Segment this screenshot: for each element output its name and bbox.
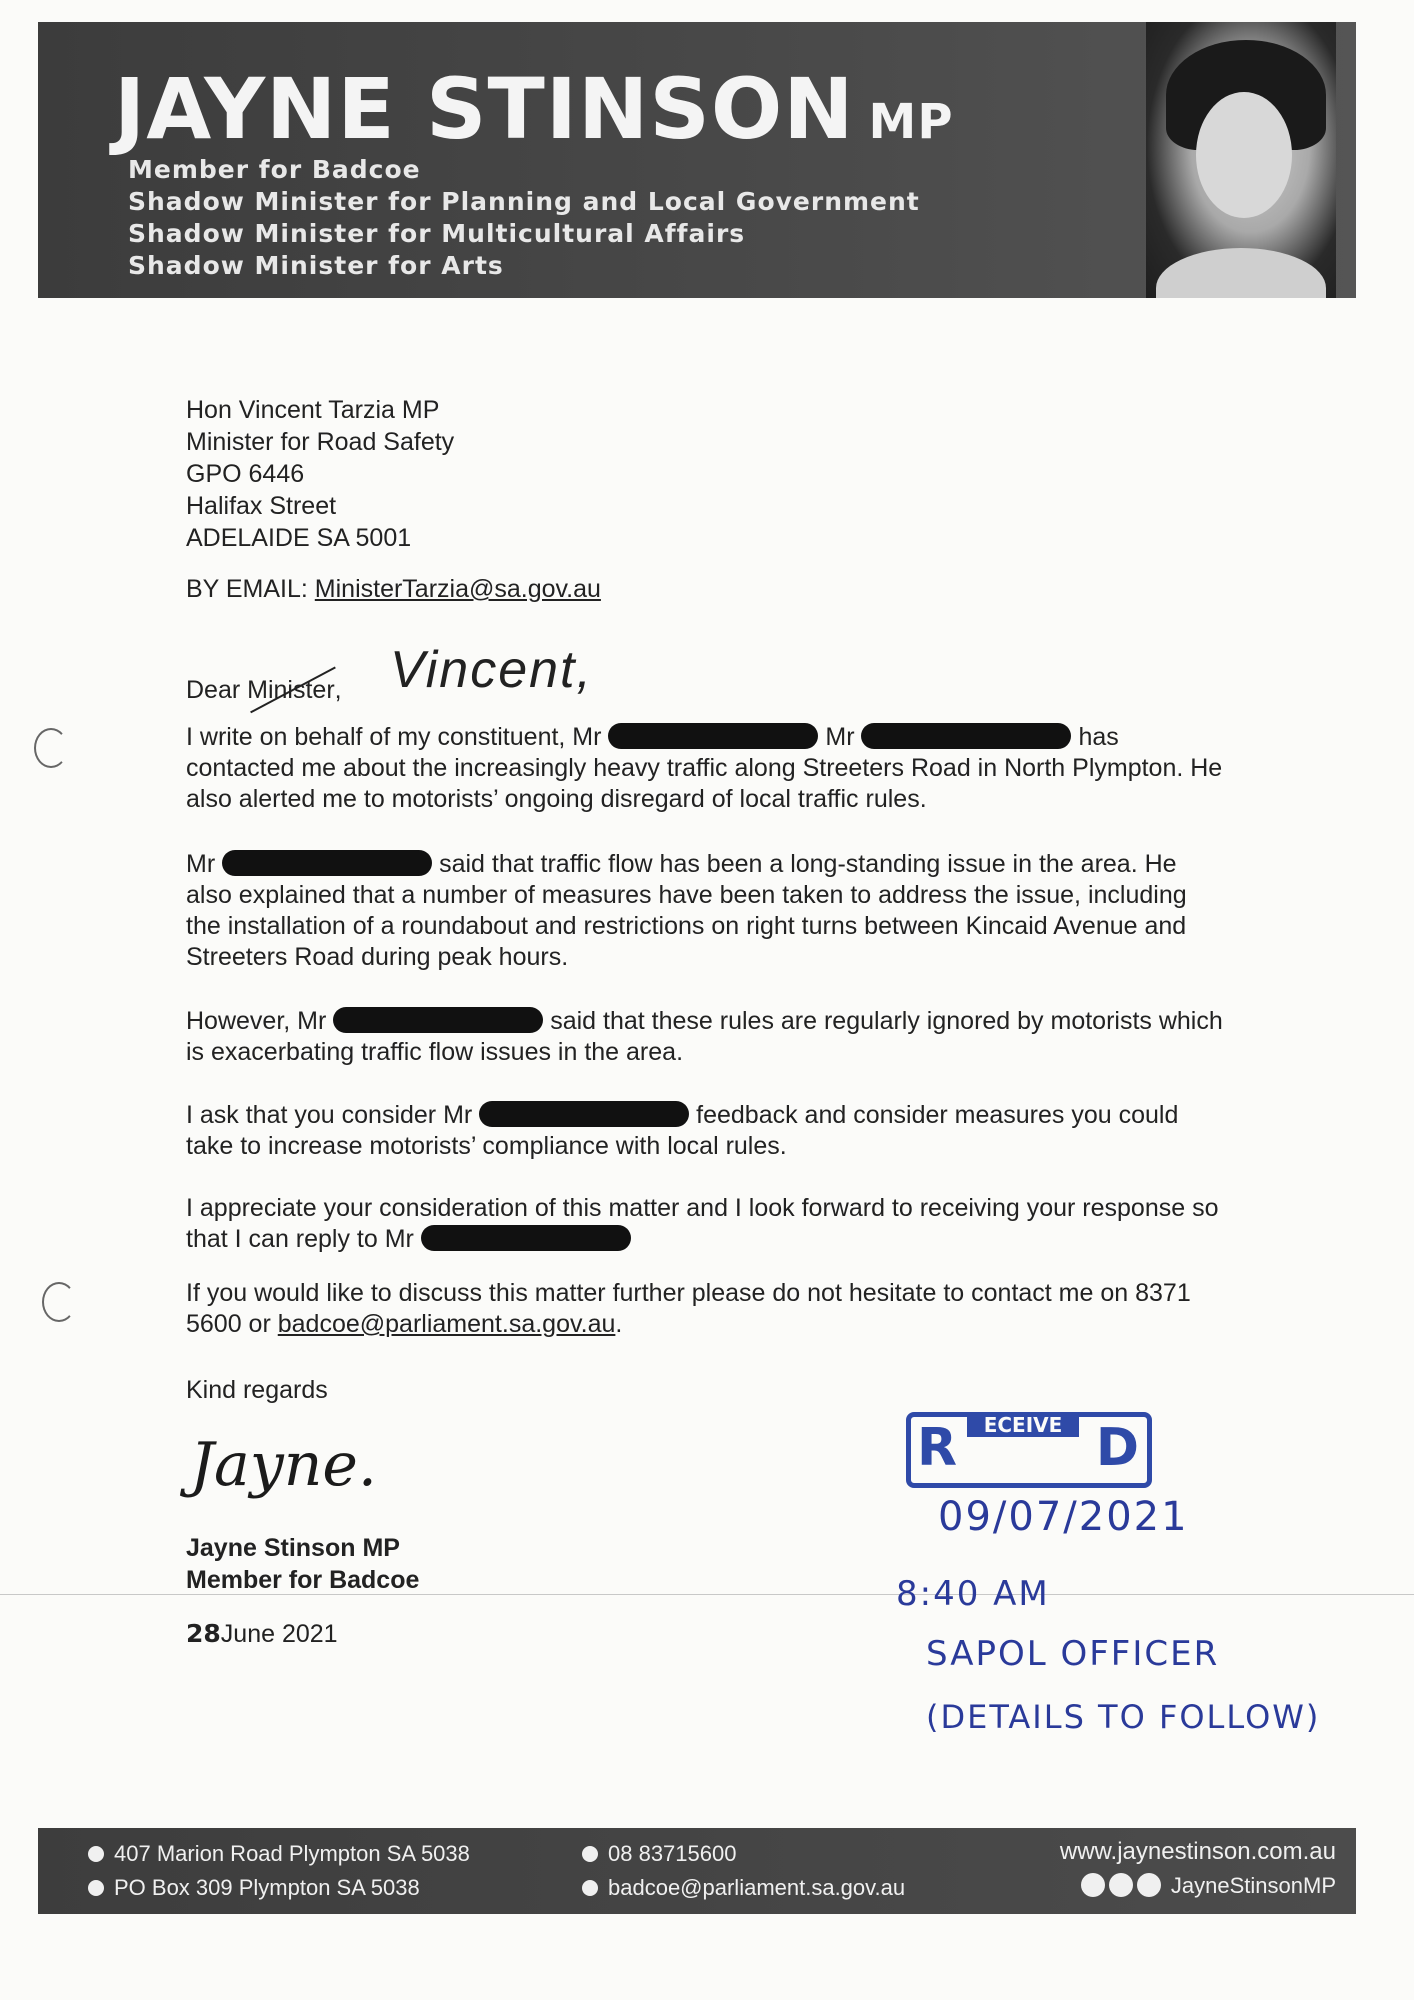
punch-hole-mark: [34, 728, 68, 768]
received-stamp: [906, 1412, 1152, 1488]
footer-social: [1081, 1872, 1336, 1900]
redaction-mark: [421, 1225, 631, 1251]
redaction-mark: [608, 723, 818, 749]
handwritten-salutation-name: Vincent,: [390, 641, 593, 699]
closing-regards: Kind regards: [186, 1376, 328, 1404]
redaction-mark: [861, 723, 1071, 749]
handwritten-received-time: 8:40 AM: [896, 1574, 1050, 1614]
address-line: GPO 6446: [186, 460, 305, 488]
body-paragraph-4: I ask that you consider Mr feedback and consider measures you could take to increase motorists’ compliance with local rules.: [186, 1101, 1179, 1160]
footer-phone: 08 83715600: [582, 1840, 736, 1868]
redaction-mark: [479, 1101, 689, 1127]
handwritten-received-date: 09/07/2021: [938, 1494, 1189, 1540]
phone-icon: [582, 1846, 598, 1862]
body-paragraph-5: I appreciate your consideration of this matter and I look forward to receiving your response so that I can reply to Mr: [186, 1194, 1219, 1253]
salutation: [186, 675, 342, 706]
stamp-middle-text: ECEIVE: [967, 1413, 1079, 1437]
signer-name: Jayne Stinson MP: [186, 1534, 400, 1562]
date-month-year: June 2021: [220, 1620, 338, 1648]
facebook-icon[interactable]: [1081, 1873, 1105, 1897]
handwritten-date-day: 28: [186, 1619, 221, 1648]
role-line: Member for Badcoe: [128, 155, 421, 184]
letterhead-name: JAYNE STINSON MP: [114, 60, 954, 158]
footer-po-box: PO Box 309 Plympton SA 5038: [88, 1874, 420, 1902]
letterhead-banner: [38, 22, 1356, 298]
stamp-letter-r: R: [917, 1418, 958, 1478]
by-email-line: [186, 574, 601, 605]
redaction-mark: [222, 850, 432, 876]
instagram-icon[interactable]: [1137, 1873, 1161, 1897]
role-line: Shadow Minister for Arts: [128, 251, 504, 280]
footer-email: badcoe@parliament.sa.gov.au: [582, 1874, 905, 1902]
footer-address: 407 Marion Road Plympton SA 5038: [88, 1840, 470, 1868]
contact-email-link[interactable]: badcoe@parliament.sa.gov.au: [277, 1310, 616, 1338]
letter-date: [186, 1618, 338, 1650]
footer-website[interactable]: www.jaynestinson.com.au: [1059, 1838, 1336, 1865]
handwritten-note-officer: SAPOL OFFICER: [926, 1634, 1220, 1674]
portrait-face: [1196, 92, 1292, 218]
recipient-address: [186, 394, 454, 554]
portrait-shoulders: [1156, 248, 1326, 298]
address-line: Minister for Road Safety: [186, 428, 455, 456]
signer-block: [186, 1532, 419, 1596]
stamp-letter-d: D: [1095, 1418, 1139, 1478]
salutation-dear: Dear: [186, 676, 241, 704]
address-line: ADELAIDE SA 5001: [186, 524, 412, 552]
fold-line: [0, 1594, 1414, 1595]
body-paragraph-2: Mr said that traffic flow has been a long-standing issue in the area. He also explained that a number of measures have been taken to address the issue, including the installation of a roundabout and restrictions on right turns between Kincaid Avenue and Streeters Road during peak hours.: [186, 850, 1187, 971]
portrait-photo: [1146, 22, 1336, 298]
letterhead-roles: [128, 154, 920, 282]
struck-word: Minister: [247, 676, 335, 704]
body-paragraph-1: I write on behalf of my constituent, Mr Mr has contacted me about the increasingly heavy traffic along Streeters Road in North Plympton. He also alerted me to motorists’ ongoing disregard of local traffic rules.: [186, 723, 1223, 813]
at-icon: [582, 1880, 598, 1896]
address-line: Halifax Street: [186, 492, 337, 520]
address-line: Hon Vincent Tarzia MP: [186, 396, 440, 424]
salutation-comma: ,: [334, 676, 342, 704]
signer-title: Member for Badcoe: [186, 1566, 420, 1594]
mail-icon: [88, 1880, 104, 1896]
handwritten-signature: Jayne.: [190, 1430, 377, 1500]
social-handle[interactable]: JayneStinsonMP: [1170, 1873, 1336, 1898]
recipient-email-link[interactable]: MinisterTarzia@sa.gov.au: [314, 575, 601, 603]
redaction-mark: [333, 1007, 543, 1033]
location-pin-icon: [88, 1846, 104, 1862]
role-line: Shadow Minister for Planning and Local Government: [128, 187, 920, 216]
by-email-label: BY EMAIL:: [186, 575, 308, 603]
role-line: Shadow Minister for Multicultural Affairs: [128, 219, 746, 248]
footer-bar: [38, 1828, 1356, 1914]
twitter-icon[interactable]: [1109, 1873, 1133, 1897]
body-paragraph-6: If you would like to discuss this matter further please do not hesitate to contact me on 8371 5600 or badcoe@parliament.sa.gov.au.: [186, 1279, 1191, 1338]
punch-hole-mark: [42, 1282, 76, 1322]
letterhead-mp-suffix: MP: [868, 94, 954, 150]
handwritten-note-details: (DETAILS TO FOLLOW): [926, 1698, 1321, 1736]
body-paragraph-3: However, Mr said that these rules are regularly ignored by motorists which is exacerbating traffic flow issues in the area.: [186, 1007, 1223, 1066]
